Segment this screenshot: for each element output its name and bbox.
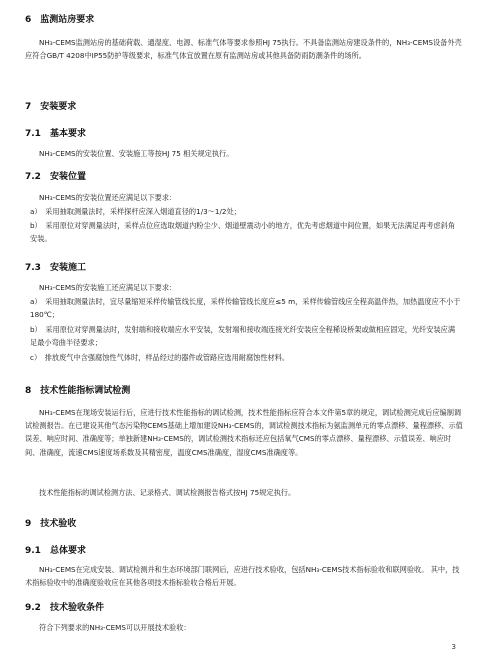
- section-7-3-item-c: c） 排放废气中含强腐蚀性气体时，样品经过的器件或管路应选用耐腐蚀性材料。: [30, 353, 290, 362]
- section-9-2-paragraph: 符合下列要求的NH₃-CEMS可以开展技术验收：: [39, 623, 191, 632]
- section-7-2-heading: 7.2 安装位置: [25, 172, 86, 182]
- section-7-heading: 7 安装要求: [25, 102, 77, 112]
- section-7-3-item-b: b） 采用原位对穿测量法时，发射端和接收端应水平安装，发射端和接收端连接光纤安装应全程稀设桥架或做相应固定，光纤安装应满足最小弯曲半径要求；: [30, 325, 456, 348]
- section-7-3-intro: NH₃-CEMS的安装施工还应满足以下要求：: [39, 283, 177, 292]
- section-9-heading: 9 技术验收: [25, 519, 77, 529]
- section-7-1-paragraph: NH₃-CEMS的安装位置、安装施工等按HJ 75 相关规定执行。: [39, 149, 234, 158]
- section-7-2-item-b: b） 采用原位对穿测量法时，采样点位应选取烟道内粉尘少、烟道壁震动小的地方，优先考虑烟道中间位置，如果无法满足再考虑斜角安装。: [30, 221, 456, 244]
- page-number: 3: [451, 643, 456, 651]
- section-6-heading: 6 监测站房要求: [25, 15, 95, 25]
- section-7-2-intro: NH₃-CEMS的安装位置还应满足以下要求：: [39, 193, 177, 202]
- section-9-2-heading: 9.2 技术验收条件: [25, 603, 104, 613]
- section-7-3-item-a: a） 采用抽取测量法时，宜尽量缩短采样传输管线长度，采样传输管线长度应≤5 m，采样传输管线应全程高温伴热，加热温度应不小于180℃；: [30, 297, 461, 320]
- section-7-1-heading: 7.1 基本要求: [25, 129, 86, 139]
- section-8-paragraph-1: NH₃-CEMS在现场安装运行后，应进行技术性能指标的调试检测，技术性能指标应符合本文件第5章的规定，调试检测完成后应编制调试检测报告。在已建设其他气态污染物CEMS基础上增加建设NH₃-CEMS的，调试检测技术指标为氨监测单元的零点漂移、量程漂移、示值误差、响应时间、准确度等；单独新建NH₃-CEMS的，调试检测技术指标还应包括氧气CMS的零点漂移、量程漂移、示值误差、响应时间、准确度，流速CMS速度场系数及其精密度，温度CMS准确度，湿度CMS准确度等。: [25, 408, 463, 457]
- section-7-3-heading: 7.3 安装施工: [25, 263, 86, 273]
- section-9-1-paragraph: NH₃-CEMS在完成安装、调试检测并和生态环境部门联网后，应进行技术验收，包括NH₃-CEMS技术指标验收和联网验收。 其中，技术指标验收中的准确度验收应在其他各项技术指标验收合格后开展。: [25, 565, 460, 588]
- section-8-paragraph-2: 技术性能指标的调试检测方法、记录格式、调试检测报告格式按HJ 75规定执行。: [39, 488, 296, 497]
- section-8-heading: 8 技术性能指标调试检测: [25, 386, 131, 396]
- section-6-paragraph: NH₃-CEMS监测站房的基础荷载、通湿度、电源、标准气体等要求参照HJ 75执行。不具备监测站房建设条件的，NH₃-CEMS设备外壳应符合GB/T 4208中IP55防护等级要求，标准气体宜放置在原有监测站房或其他具备防雨防潮条件的场所。: [25, 38, 462, 61]
- section-9-1-heading: 9.1 总体要求: [25, 546, 86, 556]
- section-7-2-item-a: a） 采用抽取测量法时，采样探杆应深入烟道直径的1/3～1/2处；: [30, 207, 241, 216]
